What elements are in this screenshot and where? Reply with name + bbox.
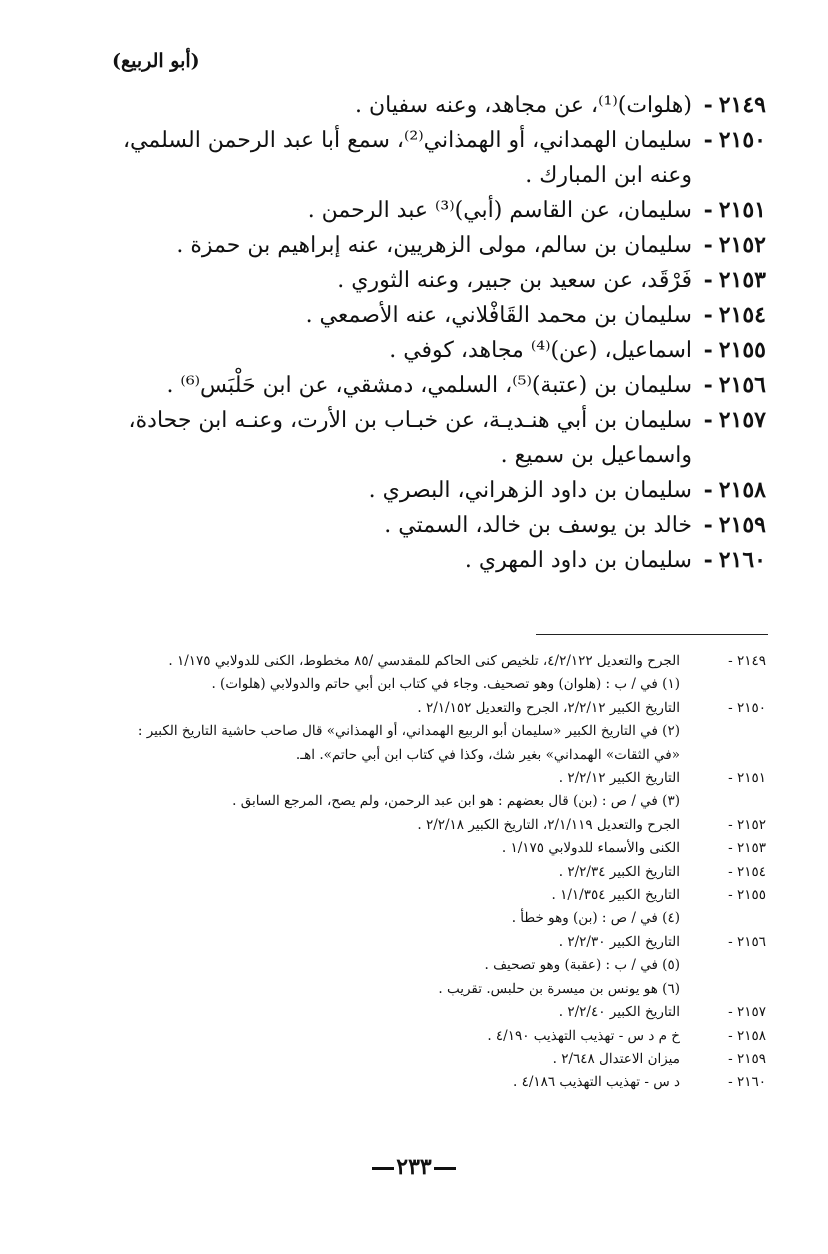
footnote-text: التاريخ الكبير ٢/٢/١٢، الجرح والتعديل ٢/١/١٥٢ . [417, 699, 680, 716]
entry: ٢١٥٨- سليمان بن داود الزهراني، البصري . [100, 473, 766, 508]
footnote: ٢١٦٠ - د س - تهذيب التهذيب ٤/١٨٦ . [110, 1071, 766, 1094]
entries-list [100, 88, 766, 578]
entry: ٢١٥٢- سليمان بن سالم، مولى الزهريين، عنه إبراهيم بن حمزة . [100, 228, 766, 263]
footnote [110, 790, 766, 813]
entry-number: ٢١٦٠ [718, 547, 766, 573]
entry-number: ٢١٥٣ [718, 267, 766, 293]
footnote: ٢١٥٤ - التاريخ الكبير ٢/٢/٣٤ . [110, 861, 766, 884]
footnote-number: ٢١٥٨ [736, 1027, 766, 1044]
footnote: ٢١٥٨ - خ م د س - تهذيب التهذيب ٤/١٩٠ . [110, 1025, 766, 1048]
footnote-text: (٤) في / ص : (بن) وهو خطأ . [511, 910, 680, 927]
footnote-text: التاريخ الكبير ٢/٢/٣٠ . [558, 933, 680, 950]
footnote-text: (٢) في التاريخ الكبير «سليمان أبو الربيع الهمداني، أو الهمذاني» قال صاحب حاشية التاريخ الكبير : «في الثقات» الهمداني» بغير شك، وكذا في كتاب ابن أبي حاتم». اهـ. [137, 723, 680, 763]
entry-number: ٢١٥١ [718, 197, 766, 223]
entry-number: ٢١٥٢ [718, 232, 766, 258]
footnote-text: التاريخ الكبير ٢/٢/٣٤ . [558, 863, 680, 880]
entry-number: ٢١٥٥ [718, 337, 766, 363]
footnote: ٢١٤٩ - الجرح والتعديل ٤/٢/١٢٢، تلخيص كنى الحاكم للمقدسي /٨٥ مخطوط، الكنى للدولابي ١/١٧٥ . [110, 650, 766, 673]
footnote: ٢١٥٦ - التاريخ الكبير ٢/٢/٣٠ . [110, 931, 766, 954]
footnote-text: التاريخ الكبير ٢/٢/٤٠ . [558, 1004, 680, 1021]
footnote [110, 907, 766, 930]
footnote: ٢١٥٥ - التاريخ الكبير ١/١/٣٥٤ . [110, 884, 766, 907]
entry-number: ٢١٥٤ [718, 302, 766, 328]
footnote: ٢١٥٩ - ميزان الاعتدال ٢/٦٤٨ . [110, 1048, 766, 1071]
footnote-number: ٢١٤٩ [736, 653, 766, 669]
entry: ٢١٥٩- خالد بن يوسف بن خالد، السمتي . [100, 508, 766, 543]
footnote-text: خ م د س - تهذيب التهذيب ٤/١٩٠ . [487, 1027, 680, 1044]
footnote: ٢١٥٣ - الكنى والأسماء للدولابي ١/١٧٥ . [110, 837, 766, 860]
entry-number: ٢١٥٩ [718, 512, 766, 538]
entry-number: ٢١٥٠ [718, 127, 766, 153]
entry-text: (هلوات)⁽¹⁾، عن مجاهد، وعنه سفيان . [354, 93, 692, 118]
entry-number: ٢١٥٨ [718, 477, 766, 503]
entry-text: خالد بن يوسف بن خالد، السمتي . [384, 513, 692, 538]
running-header: (أبو الربيع) [112, 50, 200, 72]
entry: ٢١٥٦- سليمان بن (عتبة)⁽⁵⁾، السلمي، دمشقي، عن ابن حَلْبَس⁽⁶⁾ . [100, 368, 766, 403]
entry-text: اسماعيل، (عن)⁽⁴⁾ مجاهد، كوفي . [389, 338, 692, 363]
footnote-number: ٢١٥٦ [736, 933, 766, 950]
entry: ٢١٥٧- سليمان بن أبي هنـديـة، عن خبـاب بن الأرت، وعنـه ابن جحادة، واسماعيل بن سميع . [100, 403, 766, 473]
footnote-number: ٢١٥٥ [736, 887, 766, 904]
footnote [110, 954, 766, 977]
entry-text: سليمان بن داود المهري . [464, 548, 692, 573]
entry-text: سليمان بن محمد القَافْلاني، عنه الأصمعي . [305, 303, 692, 328]
entry: ٢١٦٠- سليمان بن داود المهري . [100, 543, 766, 578]
footnote-number: ٢١٥٤ [736, 863, 766, 880]
footnote-number: ٢١٥٧ [736, 1004, 766, 1021]
entry: ٢١٥١- سليمان، عن القاسم (أبي)⁽³⁾ عبد الرحمن . [100, 193, 766, 228]
footnote-text: الكنى والأسماء للدولابي ١/١٧٥ . [501, 840, 680, 857]
footnote-text: (٦) هو يونس بن ميسرة بن حلبس. تقريب . [438, 980, 680, 997]
footnote [110, 978, 766, 1001]
footnotes-list [110, 650, 766, 1095]
entry-text: فَرْقَد، عن سعيد بن جبير، وعنه الثوري . [337, 268, 692, 293]
entry-text: سليمان بن داود الزهراني، البصري . [368, 478, 692, 503]
footnote-text: الجرح والتعديل ٢/١/١١٩، التاريخ الكبير ٢/٢/١٨ . [417, 816, 680, 833]
entry-number: ٢١٥٧ [718, 407, 766, 433]
footnote: ٢١٥١ - التاريخ الكبير ٢/٢/١٢ . [110, 767, 766, 790]
footnote-number: ٢١٥٣ [736, 840, 766, 857]
footnote-divider [536, 634, 768, 635]
entry-text: سليمان بن (عتبة)⁽⁵⁾، السلمي، دمشقي، عن ابن حَلْبَس⁽⁶⁾ . [166, 373, 692, 398]
footnote: ٢١٥٧ - التاريخ الكبير ٢/٢/٤٠ . [110, 1001, 766, 1024]
entry-number: ٢١٤٩ [718, 92, 766, 118]
entry-text: سليمان الهمداني، أو الهمذاني⁽²⁾، سمع أبا عبد الرحمن السلمي، وعنه ابن المبارك . [122, 128, 692, 188]
entry: ٢١٥٥- اسماعيل، (عن)⁽⁴⁾ مجاهد، كوفي . [100, 333, 766, 368]
footnote-text: الجرح والتعديل ٤/٢/١٢٢، تلخيص كنى الحاكم للمقدسي /٨٥ مخطوط، الكنى للدولابي ١/١٧٥ . [168, 653, 680, 669]
footnote [110, 673, 766, 696]
entry-text: سليمان بن سالم، مولى الزهريين، عنه إبراهيم بن حمزة . [176, 233, 692, 258]
footnote-text: (٥) في / ب : (عقبة) وهو تصحيف . [484, 957, 680, 974]
entry-text: سليمان بن أبي هنـديـة، عن خبـاب بن الأرت، وعنـه ابن جحادة، واسماعيل بن سميع . [128, 408, 692, 468]
entry: ٢١٥٤- سليمان بن محمد القَافْلاني، عنه الأصمعي . [100, 298, 766, 333]
footnote-text: (٣) في / ص : (بن) قال بعضهم : هو ابن عبد الرحمن، ولم يصح، المرجع السابق . [232, 793, 680, 810]
footnote-number: ٢١٥٠ [736, 699, 766, 716]
entry: ٢١٥٠- سليمان الهمداني، أو الهمذاني⁽²⁾، سمع أبا عبد الرحمن السلمي، وعنه ابن المبارك . [100, 123, 766, 193]
entry-number: ٢١٥٦ [718, 372, 766, 398]
entry-text: سليمان، عن القاسم (أبي)⁽³⁾ عبد الرحمن . [307, 198, 692, 223]
entry: ٢١٤٩- (هلوات)⁽¹⁾، عن مجاهد، وعنه سفيان . [100, 88, 766, 123]
footnote-number: ٢١٦٠ [736, 1074, 766, 1091]
footnote [110, 720, 766, 767]
footnote: ٢١٥٠ - التاريخ الكبير ٢/٢/١٢، الجرح والتعديل ٢/١/١٥٢ . [110, 697, 766, 720]
footnote-number: ٢١٥٩ [736, 1050, 766, 1067]
footnote-text: التاريخ الكبير ١/١/٣٥٤ . [551, 887, 680, 904]
footnote-number: ٢١٥٢ [736, 816, 766, 833]
page-number: ٢٣٣ [0, 1154, 828, 1180]
footnote: ٢١٥٢ - الجرح والتعديل ٢/١/١١٩، التاريخ الكبير ٢/٢/١٨ . [110, 814, 766, 837]
footnote-number: ٢١٥١ [736, 770, 766, 787]
entry: ٢١٥٣- فَرْقَد، عن سعيد بن جبير، وعنه الثوري . [100, 263, 766, 298]
footnote-text: التاريخ الكبير ٢/٢/١٢ . [558, 770, 680, 787]
footnote-text: د س - تهذيب التهذيب ٤/١٨٦ . [512, 1074, 680, 1091]
footnote-text: (١) في / ب : (هلوان) وهو تصحيف. وجاء في كتاب ابن أبي حاتم والدولابي (هلوات) . [211, 676, 680, 693]
footnote-text: ميزان الاعتدال ٢/٦٤٨ . [552, 1050, 680, 1067]
